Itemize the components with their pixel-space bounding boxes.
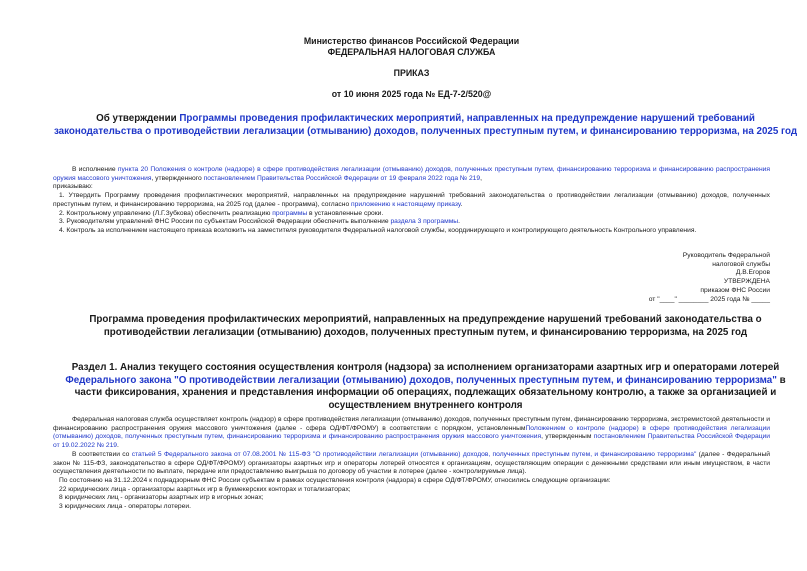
approval-order: приказом ФНС России	[700, 286, 770, 294]
title-prefix: Об утверждении	[96, 113, 180, 124]
doc-type: ПРИКАЗ	[393, 68, 430, 78]
section1-title	[30, 362, 807, 412]
government-resolution-link[interactable]: постановлением Правительства Российской Федерации от 19.02.2022 № 219	[53, 433, 770, 450]
text: В исполнение	[72, 166, 118, 173]
text: , утвержденным	[541, 433, 594, 441]
section1-body	[53, 416, 770, 512]
appendix-link[interactable]: приложению к настоящему приказу	[351, 200, 461, 208]
text: ,	[480, 174, 482, 182]
list-item: 3 юридических лица - операторы лотереи.	[59, 503, 191, 511]
section1-paragraph-2	[53, 451, 770, 477]
article5-link[interactable]: статьей 5 Федерального закона от 07.08.2001 № 115-ФЗ "О противодействии легализации (отмыванию) доходов, полученных преступным путем, и финансированию терроризма"	[131, 450, 697, 458]
signature-block	[53, 252, 770, 304]
resolution-link[interactable]: постановлением Правительства Российской Федерации от 19 февраля 2022 года № 219	[203, 174, 481, 182]
order-item-2	[53, 210, 770, 219]
list-item: 22 юридических лица - организаторы азартных игр в букмекерских конторах и тотализаторах;	[59, 485, 351, 493]
program-link[interactable]: Программы проведения профилактических мероприятий, направленных на предупреждение нарушений требований законодательства о противодействии легализации (отмыванию) доходов, полученных преступным путем, и финансированию терроризма, на 2025 год	[53, 113, 798, 137]
text: (далее - Федеральный закон № 115-ФЗ, законодательство в сфере ОД/ФТ/ФРОМУ) организаторы азартных игр и операторы лотерей относятся к организациям, осуществляющим операции с денежными средствами или иным имуществом, в части осуществления деятельности по выплате, передаче или предоставлению выигрыша по договору об участии в лотерее (далее - контролируемые лица).	[53, 450, 771, 476]
approval-label: УТВЕРЖДЕНА	[723, 278, 770, 286]
control-regulation-link[interactable]: Положением о контроле (надзоре) в сфере противодействия легализации (отмыванию) доходов, полученных преступным путем, финансированию терроризма и финансированию распространения оружия массового уничтожения	[53, 424, 770, 441]
text: 2. Контрольному управлению (Л.Г.Зубкова) обеспечить реализацию	[59, 209, 273, 217]
document-title	[30, 113, 807, 138]
signature-position-2: налоговой службы	[712, 260, 770, 268]
service-name: ФЕДЕРАЛЬНАЯ НАЛОГОВАЯ СЛУЖБА	[327, 47, 496, 57]
text: в части фиксирования, хранения и представления информации об операциях, подлежащих обязательному контролю, а также за организацией и осуществлением внутреннего контроля	[74, 374, 786, 411]
doc-date-number: от 10 июня 2025 года № ЕД-7-2/520@	[331, 89, 492, 99]
text: , утвержденного	[151, 174, 204, 182]
regulation-link[interactable]: пункта 20 Положения о контроле (надзоре) в сфере противодействия легализации (отмыванию) доходов, полученных преступным путем, финансированию терроризма и финансированию распространения оружия массового уничтожения	[53, 166, 771, 182]
order-item-1	[53, 192, 770, 209]
preamble-paragraph	[53, 166, 770, 183]
text: Федеральная налоговая служба осуществляет контроль (надзор) в сфере противодействия легализации (отмыванию) доходов, полученных преступным путем, финансированию терроризма, экстремистской деятельности и финансированию распространения оружия массового уничтожения (далее - сфера ОД/ФТ/ФРОМУ) в соответствии с порядком, установленным	[53, 416, 770, 432]
text: 1. Утвердить Программу проведения профилактических мероприятий, направленных на предупреждение нарушений требований законодательства о противодействии легализации (отмыванию) доходов, полученных преступным путем, и финансированию терроризма, на 2025 год (далее - программа), согласно	[53, 192, 770, 208]
preamble	[53, 166, 770, 236]
federal-law-link[interactable]: Федерального закона "О противодействии легализации (отмыванию) доходов, полученных преступным путем, и финансированию терроризма"	[65, 374, 777, 386]
ministry-name: Министерство финансов Российской Федерации	[303, 36, 520, 46]
signature-name: Д.В.Егоров	[735, 269, 770, 277]
text: .	[460, 200, 463, 208]
section1-paragraph-3: По состоянию на 31.12.2024 к поднадзорным ФНС России субъектам в рамках осуществления контроля (надзора) в сфере ОД/ФТ/ФРОМУ, относились следующие организации:	[59, 476, 611, 484]
list-item: 8 юридических лиц - организаторы азартных игр в игорных зонах;	[59, 494, 264, 502]
text: .	[458, 218, 460, 226]
approval-date: от "____" ________ 2025 года № _____	[648, 295, 770, 303]
program-short-link[interactable]: программы	[272, 209, 308, 217]
section1-paragraph-1	[53, 416, 770, 451]
text: .	[117, 442, 119, 450]
text: в установленные сроки.	[307, 209, 384, 217]
text: Раздел 1. Анализ текущего состояния осуществления контроля (надзора) за исполнением организаторами азартных игр и операторами лотерей	[71, 362, 780, 373]
order-word: приказываю:	[53, 183, 93, 191]
text: 3. Руководителям управлений ФНС России по субъектам Российской Федерации обеспечить выполнение	[59, 218, 391, 226]
section3-link[interactable]: раздела 3 программы	[390, 218, 459, 226]
program-title: Программа проведения профилактических мероприятий, направленных на предупреждение нарушений требований законодательства о противодействии легализации (отмыванию) доходов, полученных преступным путем, и финансированию терроризма, на 2025 год	[89, 314, 762, 338]
document-header	[53, 36, 770, 100]
order-item-3	[53, 218, 770, 227]
signature-position-1: Руководитель Федеральной	[682, 252, 770, 259]
order-item-4: 4. Контроль за исполнением настоящего приказа возложить на заместителя руководителя Федеральной налоговой службы, координирующего и контролирующего деятельность Контрольного управления.	[59, 226, 697, 234]
text: В соответствии со	[72, 450, 132, 458]
